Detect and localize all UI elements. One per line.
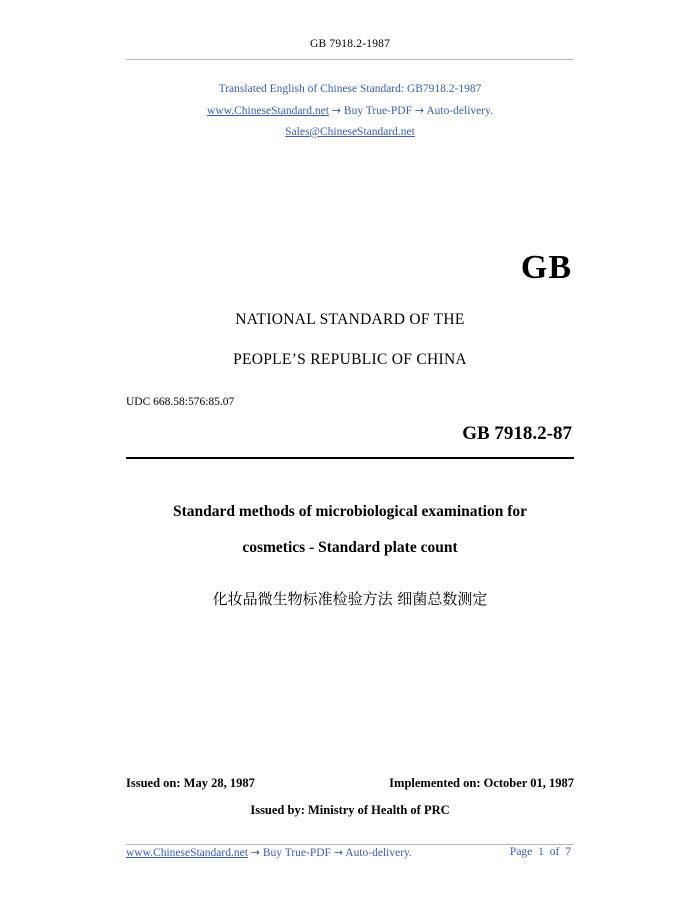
- footer-arrow-icon: →: [250, 846, 260, 859]
- footer-divider: [126, 844, 574, 845]
- implemented-on-label: Implemented on: October 01, 1987: [389, 776, 574, 790]
- auto-delivery-label: Auto-delivery.: [426, 105, 493, 117]
- running-head: [126, 0, 574, 50]
- sales-email-link[interactable]: Sales@ChineseStandard.net: [285, 126, 415, 138]
- footer-arrow-icon-2: →: [333, 846, 344, 859]
- page-footer: [126, 846, 574, 859]
- chinesestandard-link[interactable]: www.ChineseStandard.net: [207, 105, 329, 117]
- gb-logo-mark: GB: [520, 249, 572, 286]
- udc-code: UDC 668.58:576:85.07: [126, 396, 235, 408]
- issued-on-label: Issued on: May 28, 1987: [126, 776, 255, 790]
- title-english-line-1: Standard methods of microbiological examination for: [172, 503, 528, 520]
- footer-links: [126, 846, 412, 859]
- promo-translation-note: Translated English of Chinese Standard: GB7918.2-1987: [218, 83, 482, 95]
- arrow-icon: →: [331, 104, 342, 117]
- page-of-label: of: [549, 846, 560, 858]
- header-divider: [126, 59, 574, 60]
- document-title-chinese: 化妆品微生物标准检验方法 细菌总数测定: [212, 590, 488, 608]
- document-title-english: [126, 494, 574, 566]
- running-head-text: GB 7918.2-1987: [309, 38, 391, 50]
- title-divider: [126, 457, 574, 459]
- standard-number: GB 7918.2-87: [462, 423, 572, 444]
- promo-links-line: [126, 100, 574, 122]
- promo-block: [126, 79, 574, 143]
- page-indicator: [510, 846, 574, 859]
- page-number: 1: [538, 846, 544, 858]
- national-standard-line-2: PEOPLE’S REPUBLIC OF CHINA: [233, 351, 467, 368]
- national-standard-line-1: NATIONAL STANDARD OF THE: [235, 311, 465, 328]
- buy-true-pdf-label[interactable]: Buy True-PDF: [343, 105, 412, 117]
- title-english-line-2: cosmetics - Standard plate count: [242, 539, 458, 556]
- issued-by-label: Issued by: Ministry of Health of PRC: [250, 803, 450, 817]
- issue-dates-row: [126, 776, 574, 791]
- arrow-icon-2: →: [414, 104, 425, 117]
- page-label: Page: [509, 846, 533, 858]
- footer-buy-true-pdf-label[interactable]: Buy True-PDF: [262, 847, 331, 859]
- footer-auto-delivery-label: Auto-delivery.: [345, 847, 412, 859]
- footer-chinesestandard-link[interactable]: www.ChineseStandard.net: [126, 847, 248, 859]
- promo-email-line: [126, 122, 574, 143]
- page-total: 7: [565, 846, 571, 858]
